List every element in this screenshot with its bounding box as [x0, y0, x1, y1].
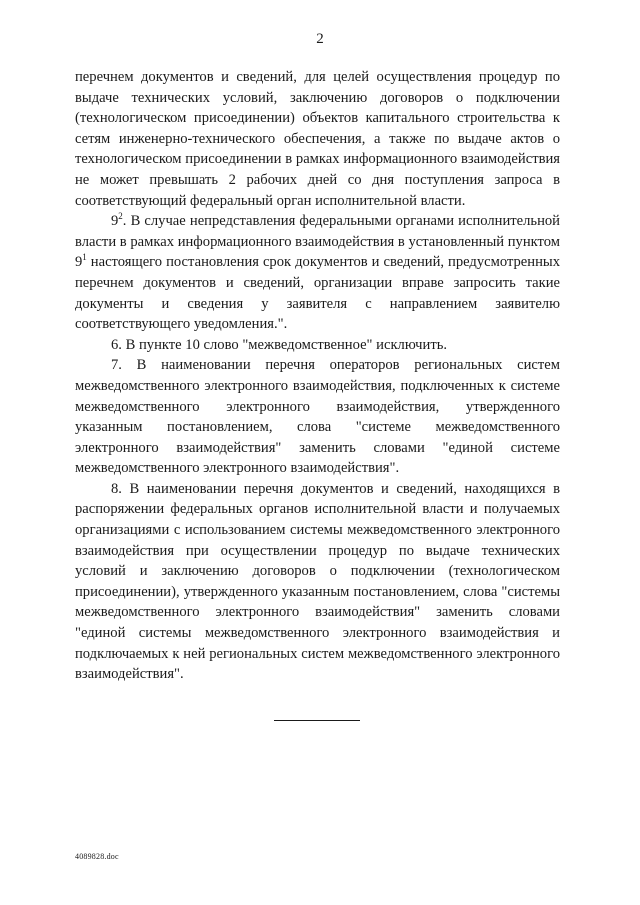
paragraph-continuation: перечнем документов и сведений, для целей осуществления процедур по выдаче технических условий, заключению договоров о подключении (технологическом присоединении) объектов капитального строительства к сетям инженерно-технического обеспечения, а также по выдаче актов о технологическом присоединении в рамках информационного взаимодействия не может превышать 2 рабочих дней со дня поступления запроса в соответствующий федеральный орган исполнительной власти. [75, 69, 560, 209]
page-number: 2 [316, 31, 324, 47]
document-body [75, 67, 560, 685]
paragraph-item-6: 6. В пункте 10 слово "межведомственное" исключить. [111, 336, 448, 353]
clause-number: 9 [111, 213, 119, 230]
closing-divider-line [274, 720, 360, 721]
paragraph-clause-9-2 [75, 211, 560, 335]
reference-superscript: 1 [82, 252, 87, 263]
clause-number-superscript: 2 [118, 211, 123, 222]
paragraph-item-7: 7. В наименовании перечня операторов региональных систем межведомственного электронного взаимодействия, подключенных к системе межведомственного электронного взаимодействия, утвержденного указанным постановлением, слова "системе межведомственного электронного взаимодействия" заменить словами "единой системе межведомственного электронного взаимодействия". [75, 357, 560, 477]
clause-text-part-a: . В случае непредставления федеральными органами исполнительной власти в рамках информационного взаимодействия в установленный пунктом 9 [75, 213, 560, 271]
paragraph-item-8: 8. В наименовании перечня документов и сведений, находящихся в распоряжении федеральных органов исполнительной власти и получаемых организациями с использованием системы межведомственного электронного взаимодействия при осуществлении процедур по выдаче технических условий и заключению договоров о подключении (технологическом присоединении), утвержденного указанным постановлением, слова "системы межведомственного электронного взаимодействия" заменить словами "единой системы межведомственного электронного взаимодействия и подключаемых к ней региональных систем межведомственного электронного взаимодействия". [75, 480, 560, 683]
document-code: 4089828.doc [75, 852, 119, 861]
clause-text-part-b: настоящего постановления срок документов и сведений, предусмотренных перечнем документов и сведений, организации вправе запросить такие документы и сведения у заявителя с направлением заявителю соответствующего уведомления.". [75, 254, 560, 333]
